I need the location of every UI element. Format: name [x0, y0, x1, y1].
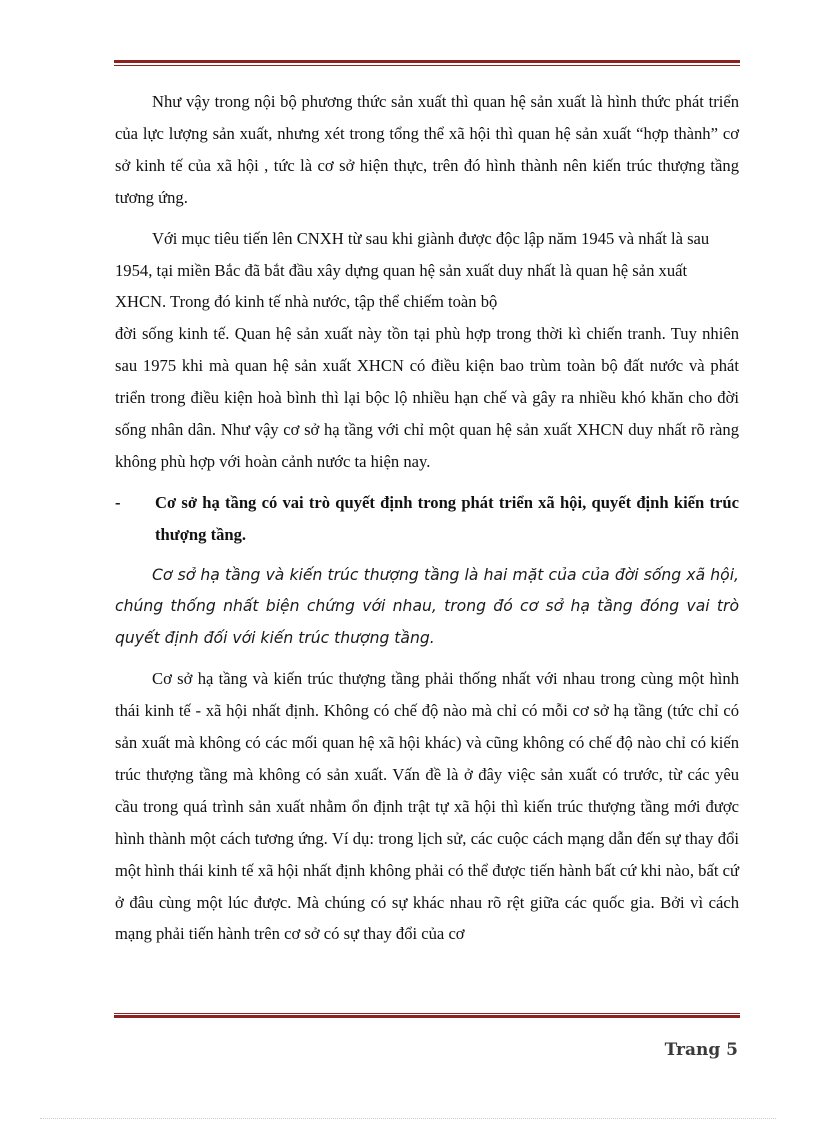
bullet-heading-text: Cơ sở hạ tầng có vai trò quyết định trong phát triển xã hội, quyết định kiến trúc thượng tầng. — [155, 492, 739, 544]
paragraph-3: Cơ sở hạ tầng và kiến trúc thượng tầng phải thống nhất với nhau trong cùng một hình thái kinh tế - xã hội nhất định. Không có chế độ nào mà chỉ có mỗi cơ sở hạ tầng (tức chỉ có sản xuất mà không có các mối quan hệ xã hội khác) và cũng không có chế độ nào chỉ có kiến trúc thượng tầng mà không có sản xuất. Vấn đề là ở đây việc sản xuất có trước, từ các yêu cầu trong quá trình sản xuất nhằm ổn định trật tự xã hội thì kiến trúc thượng tầng mới được hình thành một cách tương ứng. Ví dụ: trong lịch sử, các cuộc cách mạng dẫn đến sự thay đổi một hình thái kinh tế xã hội nhất định không phải có thể được tiến hành bất cứ khi nào, bất cứ ở đâu cùng một lúc được. Mà chúng có sự khác nhau rõ rệt giữa các quốc gia. Bởi vì cách mạng phải tiến hành trên cơ sở có sự thay đổi của cơ — [115, 669, 739, 944]
paragraph-1: Như vậy trong nội bộ phương thức sản xuất thì quan hệ sản xuất là hình thức phát triển của lực lượng sản xuất, nhưng xét trong tổng thể xã hội thì quan hệ sản xuất “hợp thành” cơ sở kinh tế của xã hội , tức là cơ sở hiện thực, trên đó hình thành nên kiến trúc thượng tầng tương ứng. — [115, 92, 739, 207]
page-bottom-edge — [40, 1118, 776, 1119]
bullet-heading — [115, 487, 739, 551]
italic-paragraph: Cơ sở hạ tầng và kiến trúc thượng tầng là hai mặt của của đời sống xã hội, chúng thống nhất biện chứng với nhau, trong đó cơ sở hạ tầng đóng vai trò quyết định đối với kiến trúc thượng tầng. — [115, 565, 739, 647]
footer-rule-thick — [114, 1015, 740, 1018]
page-number: Trang 5 — [664, 1040, 738, 1060]
paragraph-2-part-a: Với mục tiêu tiến lên CNXH từ sau khi giành được độc lập năm 1945 và nhất là sau 1954, tại miền Bắc đã bắt đầu xây dựng quan hệ sản xuất duy nhất là quan hệ sản xuất XHCN. Trong đó kinh tế nhà nước, tập thể chiếm toàn bộ — [115, 228, 710, 312]
header-rule-thick — [114, 60, 740, 63]
header-rule — [114, 60, 740, 66]
footer-rule-thin — [114, 1013, 740, 1014]
page-body — [115, 86, 739, 959]
paragraph-2-part-b: đời sống kinh tế. Quan hệ sản xuất này tồn tại phù hợp trong thời kì chiến tranh. Tuy nhiên sau 1975 khi mà quan hệ sản xuất XHCN có điều kiện bao trùm toàn bộ đất nước và phát triển trong điều kiện hoà bình thì lại bộc lộ nhiều hạn chế và gây ra nhiều khó khăn cho đời sống nhân dân. Như vậy cơ sở hạ tầng với chỉ một quan hệ sản xuất XHCN duy nhất rõ ràng không phù hợp với hoàn cảnh nước ta hiện nay. — [115, 324, 739, 471]
header-rule-thin — [114, 65, 740, 66]
bullet-dash: - — [115, 492, 121, 512]
footer-rule — [114, 1013, 740, 1019]
